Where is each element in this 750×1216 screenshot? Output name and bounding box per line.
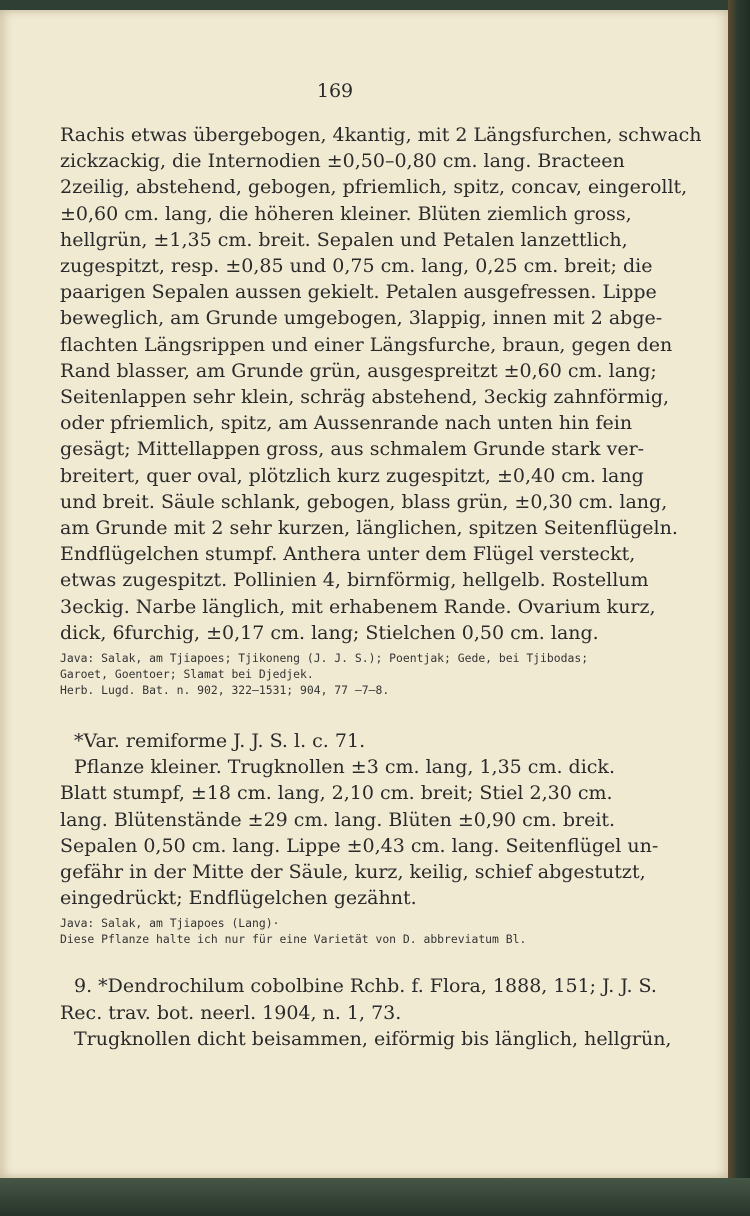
text-line: oder pfriemlich, spitz, am Aussenrande nach unten hin fein <box>60 412 633 435</box>
text-line: ±0,60 cm. lang, die höheren kleiner. Blüten ziemlich gross, <box>60 202 632 225</box>
text-line: zugespitzt, resp. ±0,85 und 0,75 cm. lang, 0,25 cm. breit; die <box>60 255 653 278</box>
text-line: Pflanze kleiner. Trugknollen ±3 cm. lang, 1,35 cm. dick. <box>74 756 615 779</box>
text-line: breitert, quer oval, plötzlich kurz zugespitzt, ±0,40 cm. lang <box>60 464 644 487</box>
text-line: gesägt; Mittellappen gross, aus schmalem Grunde stark ver- <box>60 438 645 461</box>
note-line: Diese Pflanze halte ich nur für eine Varietät von D. abbreviatum Bl. <box>60 932 527 947</box>
book-binding <box>728 0 750 1216</box>
locality-line: Java: Salak, am Tjiapoes; Tjikoneng (J. J. S.); Poentjak; Gede, bei Tjibodas; <box>60 651 589 666</box>
description-paragraph <box>60 122 702 646</box>
text-line: 2zeilig, abstehend, gebogen, pfriemlich, spitz, concav, eingerollt, <box>60 176 688 199</box>
species-heading: 9. *Dendrochilum cobolbine Rchb. f. Flora, 1888, 151; J. J. S. <box>74 975 657 998</box>
text-line: zickzackig, die Internodien ±0,50–0,80 cm. lang. Bracteen <box>60 150 625 173</box>
variety-locality-note <box>60 915 602 947</box>
locality-line: Garoet, Goentoer; Slamat bei Djedjek. <box>60 667 314 682</box>
text-line: Seitenlappen sehr klein, schräg abstehend, 3eckig zahnförmig, <box>60 386 670 409</box>
text-line: eingedrückt; Endflügelchen gezähnt. <box>60 887 417 910</box>
herbarium-line: Herb. Lugd. Bat. n. 902, 322—1531; 904, 77 —7—8. <box>60 683 390 698</box>
book-edge <box>0 1178 750 1216</box>
text-line: Rec. trav. bot. neerl. 1904, n. 1, 73. <box>60 1001 402 1024</box>
text-line: am Grunde mit 2 sehr kurzen, länglichen, spitzen Seitenflügeln. <box>60 517 678 540</box>
text-line: gefähr in der Mitte der Säule, kurz, keilig, schief abgestutzt, <box>60 861 646 884</box>
text-line: und breit. Säule schlank, gebogen, blass grün, ±0,30 cm. lang, <box>60 490 668 513</box>
text-line: beweglich, am Grunde umgebogen, 3lappig, innen mit 2 abge- <box>60 307 663 330</box>
text-line: Trugknollen dicht beisammen, eiförmig bis länglich, hellgrün, <box>74 1027 672 1050</box>
text-line: Endflügelchen stumpf. Anthera unter dem Flügel versteckt, <box>60 543 636 566</box>
text-line: dick, 6furchig, ±0,17 cm. lang; Stielchen 0,50 cm. lang. <box>60 621 599 644</box>
locality-line: Java: Salak, am Tjiapoes (Lang)· <box>60 916 280 931</box>
text-line: hellgrün, ±1,35 cm. breit. Sepalen und Petalen lanzettlich, <box>60 228 628 251</box>
text-line: Sepalen 0,50 cm. lang. Lippe ±0,43 cm. lang. Seitenflügel un- <box>60 834 659 857</box>
page-number: 169 <box>316 80 354 102</box>
text-line: Rand blasser, am Grunde grün, ausgespreitzt ±0,60 cm. lang; <box>60 359 657 382</box>
text-line: 3eckig. Narbe länglich, mit erhabenem Rande. Ovarium kurz, <box>60 595 656 618</box>
text-line: lang. Blütenstände ±29 cm. lang. Blüten ±0,90 cm. breit. <box>60 808 616 831</box>
text-line: paarigen Sepalen aussen gekielt. Petalen ausgefressen. Lippe <box>60 281 657 304</box>
variety-heading: *Var. remiforme J. J. S. l. c. 71. <box>74 730 366 753</box>
locality-note <box>60 650 602 698</box>
text-line: Blatt stumpf, ±18 cm. lang, 2,10 cm. breit; Stiel 2,30 cm. <box>60 782 613 805</box>
text-line: flachten Längsrippen und einer Längsfurche, braun, gegen den <box>60 333 673 356</box>
page-text <box>60 80 702 1052</box>
variety-paragraph <box>60 728 659 911</box>
species-paragraph <box>60 973 672 1052</box>
text-line: Rachis etwas übergebogen, 4kantig, mit 2 Längsfurchen, schwach <box>60 124 702 146</box>
text-line: etwas zugespitzt. Pollinien 4, birnförmig, hellgelb. Rostellum <box>60 569 649 592</box>
